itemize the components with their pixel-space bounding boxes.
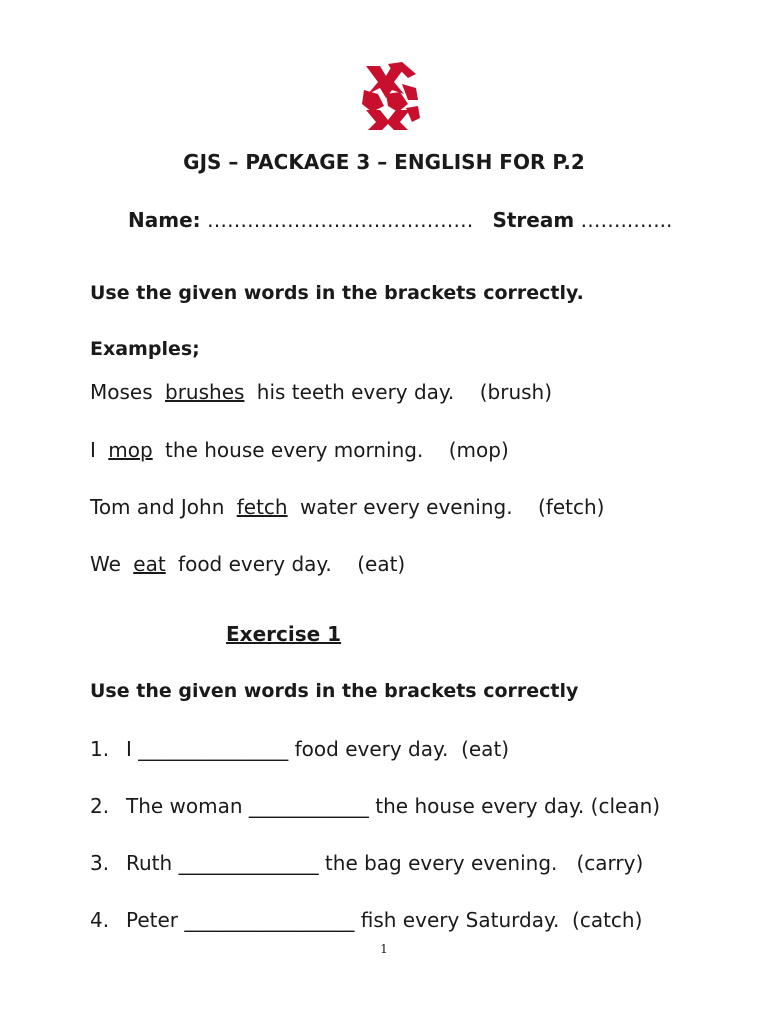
example-hint: (brush): [479, 380, 553, 404]
name-stream-row: [128, 208, 672, 232]
item-after: the bag every evening.: [324, 851, 558, 875]
exercise-instruction: Use the given words in the brackets correctly: [90, 680, 579, 702]
main-instruction: Use the given words in the brackets correctly.: [90, 282, 584, 304]
answer-blank[interactable]: ______________: [178, 851, 319, 875]
item-number: 3.: [90, 851, 110, 875]
item-before: Peter: [126, 908, 179, 932]
answer-blank[interactable]: ____________: [248, 794, 369, 818]
answer-blank[interactable]: _______________: [138, 737, 289, 761]
item-hint: (eat): [461, 737, 510, 761]
item-before: The woman: [126, 794, 243, 818]
example-answer: eat: [133, 552, 166, 576]
exercise-item: [90, 794, 660, 818]
worksheet-title: GJS – PACKAGE 3 – ENGLISH FOR P.2: [183, 150, 585, 174]
example-hint: (fetch): [538, 495, 605, 519]
item-after: fish every Saturday.: [360, 908, 560, 932]
exercise-title: Exercise 1: [226, 622, 342, 646]
example-after: the house every morning.: [165, 438, 424, 462]
example-line: [90, 495, 604, 519]
example-before: Tom and John: [90, 495, 225, 519]
example-hint: (eat): [357, 552, 406, 576]
item-hint: (clean): [590, 794, 661, 818]
example-after: his teeth every day.: [256, 380, 455, 404]
example-line: [90, 438, 509, 462]
page-number: 1: [380, 942, 388, 956]
item-number: 2.: [90, 794, 110, 818]
item-after: food every day.: [294, 737, 449, 761]
example-before: I: [90, 438, 96, 462]
examples-label: Examples;: [90, 338, 200, 360]
example-line: [90, 380, 552, 404]
school-crest-logo: [358, 60, 424, 132]
example-line: [90, 552, 405, 576]
name-label: Name:: [128, 208, 201, 232]
item-before: I: [126, 737, 132, 761]
example-before: We: [90, 552, 121, 576]
item-before: Ruth: [126, 851, 173, 875]
answer-blank[interactable]: _________________: [184, 908, 355, 932]
exercise-item: [90, 851, 643, 875]
stream-label: Stream: [492, 208, 575, 232]
item-number: 1.: [90, 737, 110, 761]
example-hint: (mop): [448, 438, 509, 462]
example-after: water every evening.: [299, 495, 513, 519]
exercise-item: [90, 737, 509, 761]
item-hint: (catch): [572, 908, 643, 932]
item-after: the house every day.: [375, 794, 585, 818]
example-answer: mop: [108, 438, 153, 462]
stream-field[interactable]: ……..…...: [580, 208, 673, 232]
item-hint: (carry): [576, 851, 644, 875]
example-before: Moses: [90, 380, 153, 404]
name-field[interactable]: ……………………….…………: [207, 208, 474, 232]
example-answer: fetch: [236, 495, 288, 519]
exercise-item: [90, 908, 642, 932]
example-after: food every day.: [178, 552, 332, 576]
item-number: 4.: [90, 908, 110, 932]
example-answer: brushes: [165, 380, 245, 404]
